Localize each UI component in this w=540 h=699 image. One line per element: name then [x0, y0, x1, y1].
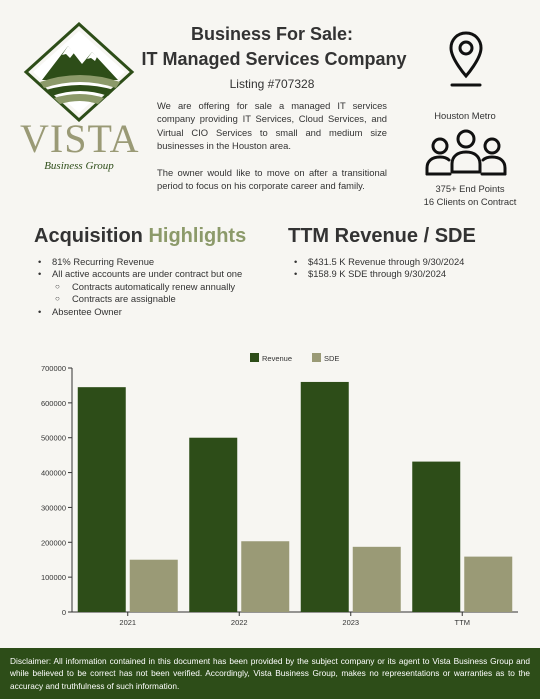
- y-tick-label: 200000: [40, 538, 66, 548]
- legend-label-sde: SDE: [324, 354, 340, 363]
- y-tick-label: 300000: [40, 503, 66, 513]
- list-item: • $431.5 K Revenue through 9/30/2024: [292, 256, 522, 268]
- heading-main: Acquisition: [34, 225, 143, 247]
- list-item: ○ Contracts are assignable: [36, 293, 276, 305]
- disclaimer-footer: Disclaimer: All information contained in this document has been provided by the subject company or its agent to Vista Business Group and while believed to be correct has not been verified. Accordingly, Vista Business Group, makes no representations or warranties as to the accuracy and truthfulness of such information.: [0, 648, 540, 699]
- clients-on-contract: 16 Clients on Contract: [423, 195, 517, 207]
- bar-revenue-2021: [78, 387, 126, 612]
- logo-wordmark: VISTA: [20, 116, 140, 161]
- acquisition-highlights-list: [36, 256, 276, 318]
- list-item: • $158.9 K SDE through 9/30/2024: [292, 268, 522, 280]
- bar-revenue-2023: [301, 382, 349, 612]
- x-tick-label: 2021: [119, 618, 137, 627]
- listing-number: Listing #707328: [229, 77, 315, 91]
- location-label: Houston Metro: [434, 110, 496, 121]
- bar-sde-2022: [241, 541, 289, 612]
- mountain-emblem-icon: [20, 22, 138, 122]
- bar-revenue-ttm: [412, 462, 460, 612]
- description-paragraph-1: We are offering for sale a managed IT services company providing IT Services, Cloud Services, and Virtual CIO Services to small and medium size businesses in the Houston area.: [157, 100, 387, 152]
- description-paragraph-2: The owner would like to move on after a transitional period to focus on his corporate career and family.: [157, 166, 387, 192]
- map-pin-icon: [448, 30, 484, 88]
- title-line-1: Business For Sale:: [190, 24, 354, 44]
- people-icon: [424, 128, 508, 178]
- legend-swatch-revenue: [250, 353, 259, 362]
- y-tick-label: 100000: [40, 573, 66, 583]
- bar-sde-ttm: [464, 557, 512, 612]
- list-item: • 81% Recurring Revenue: [36, 256, 276, 268]
- heading-accent: Highlights: [148, 225, 247, 247]
- y-tick-label: 500000: [40, 433, 66, 443]
- client-stats: [410, 183, 530, 208]
- vista-logo: [20, 22, 138, 172]
- y-tick-label: 700000: [40, 364, 66, 373]
- ttm-heading: TTM Revenue / SDE: [288, 225, 476, 247]
- x-tick-label: 2023: [342, 618, 360, 627]
- y-tick-label: 0: [61, 608, 66, 617]
- list-item: • All active accounts are under contract but one: [36, 268, 276, 280]
- list-item: ○ Contracts automatically renew annually: [36, 281, 276, 293]
- company-description: [157, 99, 387, 192]
- legend-swatch-sde: [312, 353, 321, 362]
- logo-tagline: Business Group: [44, 160, 114, 172]
- title-line-2: IT Managed Services Company: [141, 49, 407, 69]
- y-tick-label: 400000: [40, 468, 66, 478]
- revenue-sde-chart: [0, 345, 540, 630]
- acquisition-highlights-heading: [34, 225, 246, 248]
- bar-sde-2021: [130, 560, 178, 612]
- list-item: • Absentee Owner: [36, 306, 276, 318]
- end-points-count: 375+ End Points: [435, 183, 505, 194]
- x-tick-label: 2022: [230, 618, 248, 627]
- bar-revenue-2022: [189, 438, 237, 612]
- x-tick-label: TTM: [454, 618, 470, 627]
- legend-label-revenue: Revenue: [262, 354, 293, 363]
- bar-sde-2023: [353, 547, 401, 612]
- y-tick-label: 600000: [40, 398, 66, 408]
- ttm-list: [292, 256, 522, 281]
